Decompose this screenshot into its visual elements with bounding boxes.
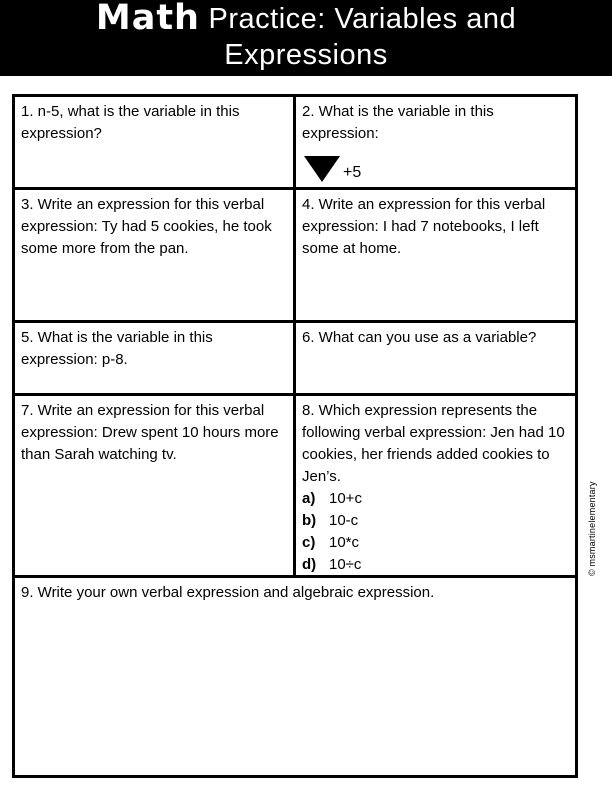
down-triangle-icon	[304, 156, 340, 182]
question-8-text: 8. Which expression represents the following verbal expression: Jen had 10 cookies, her friends added cookies to Jen’s.	[302, 402, 565, 485]
questions-table	[12, 94, 578, 778]
question-5-cell	[15, 323, 296, 396]
question-4-text: 4. Write an expression for this verbal expression: I had 7 notebooks, I left some at home.	[302, 196, 546, 257]
question-5-text: 5. What is the variable in this expression: p-8.	[21, 329, 213, 368]
option-b-label: b)	[302, 512, 317, 529]
question-4-cell	[296, 190, 575, 323]
option-a-value: 10+c	[329, 490, 362, 507]
title-line1-rest: Practice: Variables and	[199, 3, 517, 35]
question-8-cell	[296, 396, 575, 578]
question-6-text: 6. What can you use as a variable?	[302, 329, 537, 346]
option-a-label: a)	[302, 490, 316, 507]
option-b-value: 10-c	[329, 512, 359, 529]
question-8-option-b	[302, 510, 567, 532]
title-line-1	[0, 0, 612, 37]
option-d-label: d)	[302, 556, 317, 573]
question-8-option-c	[302, 532, 567, 554]
question-1-text: 1. n-5, what is the variable in this expression?	[21, 103, 240, 142]
title-line-2: Expressions	[224, 39, 388, 71]
question-3-text: 3. Write an expression for this verbal expression: Ty had 5 cookies, he took some more from the pan.	[21, 196, 272, 257]
option-c-value: 10*c	[329, 534, 360, 551]
worksheet-header	[0, 0, 612, 76]
question-2-text: 2. What is the variable in this expression:	[302, 103, 494, 142]
option-d-value: 10÷c	[329, 556, 362, 573]
question-7-text: 7. Write an expression for this verbal expression: Drew spent 10 hours more than Sarah watching tv.	[21, 402, 279, 463]
question-8-option-a	[302, 488, 567, 510]
copyright-credit: © msmartinelementary	[587, 481, 597, 576]
question-1-cell	[15, 97, 296, 190]
question-3-cell	[15, 190, 296, 323]
question-9-text: 9. Write your own verbal expression and algebraic expression.	[21, 584, 435, 601]
question-9-cell	[15, 578, 575, 775]
question-7-cell	[15, 396, 296, 578]
title-accent: Math	[95, 0, 200, 38]
question-8-option-d	[302, 554, 567, 576]
question-2-suffix: +5	[343, 164, 362, 181]
question-2-expression	[304, 156, 567, 182]
option-c-label: c)	[302, 534, 316, 551]
question-2-cell	[296, 97, 575, 190]
question-6-cell	[296, 323, 575, 396]
